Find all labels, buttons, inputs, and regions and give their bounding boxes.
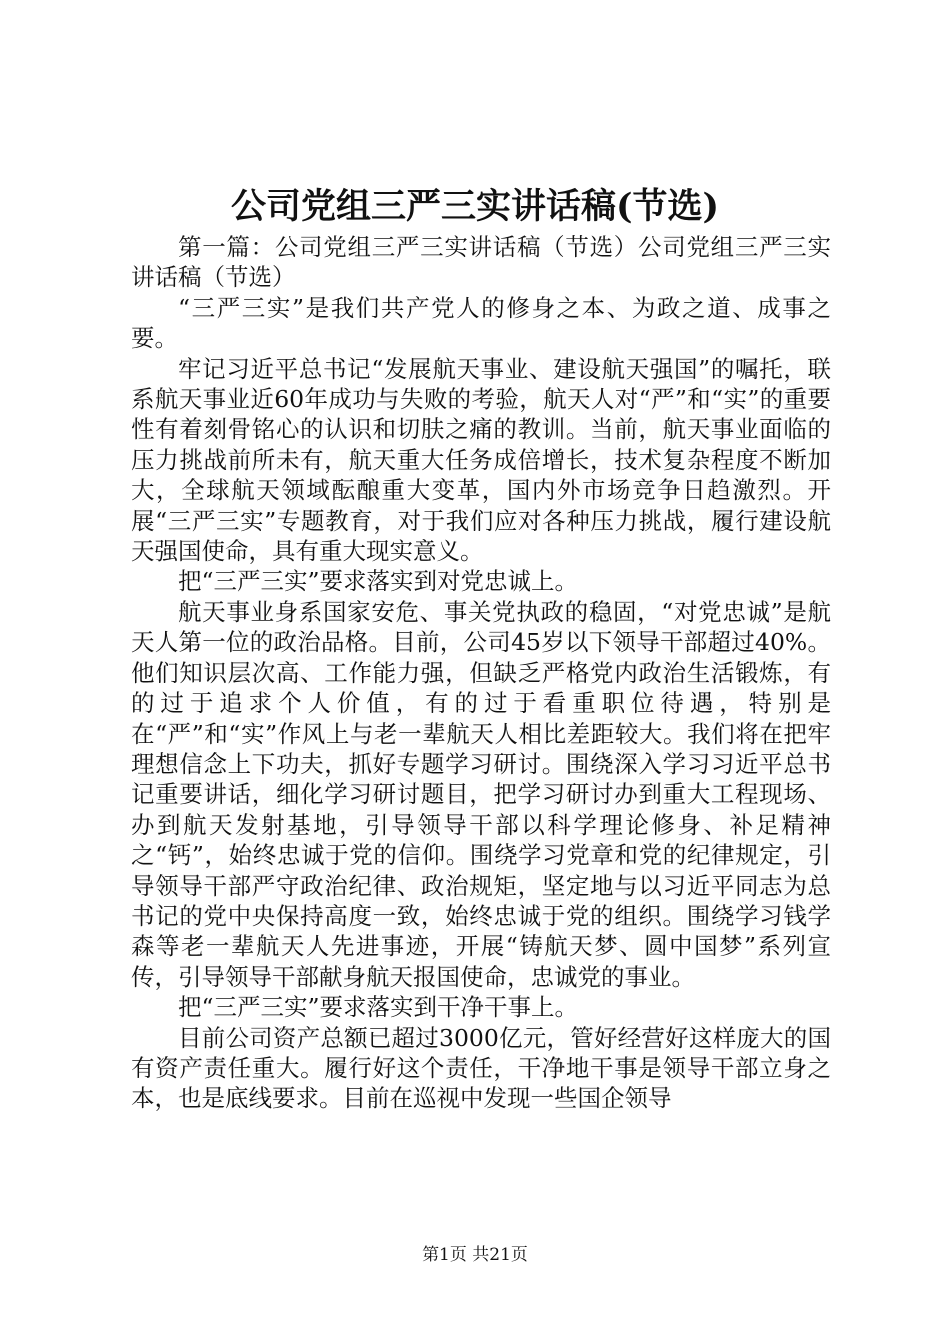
- paragraph: 航天事业身系国家安危、事关党执政的稳固，“对党忠诚”是航天人第一位的政治品格。目前，公司45岁以下领导干部超过40%。他们知识层次高、工作能力强，但缺乏严格党内政治生活锻炼，有的过于追求个人价值，有的过于看重职位待遇，特别是在“严”和“实”作风上与老一辈航天人相比差距较大。我们将在把牢理想信念上下功夫，抓好专题学习研讨。围绕深入学习习近平总书记重要讲话，细化学习研讨题目，把学习研讨办到重大工程现场、办到航天发射基地，引导领导干部以科学理论修身、补足精神之“钙”，始终忠诚于党的信仰。围绕学习党章和党的纪律规定，引导领导干部严守政治纪律、政治规矩，坚定地与以习近平同志为总书记的党中央保持高度一致，始终忠诚于党的组织。围绕学习钱学森等老一辈航天人先进事迹，开展“铸航天梦、圆中国梦”系列宣传，引导领导干部献身航天报国使命，忠诚党的事业。: [131, 597, 831, 991]
- page-footer: 第1页 共21页: [422, 1245, 528, 1265]
- section-heading: 把“三严三实”要求落实到对党忠诚上。: [178, 567, 579, 596]
- section-heading: 把“三严三实”要求落实到干净干事上。: [178, 993, 579, 1022]
- document-title: 公司党组三严三实讲话稿(节选): [230, 186, 720, 227]
- paragraph: 目前公司资产总额已超过3000亿元，管好经营好这样庞大的国有资产责任重大。履行好这个责任，干净地干事是领导干部立身之本，也是底线要求。目前在巡视中发现一些国企领导: [131, 1023, 831, 1113]
- paragraph: 第一篇：公司党组三严三实讲话稿（节选）公司党组三严三实讲话稿（节选）: [131, 233, 831, 292]
- paragraph: “三严三实”是我们共产党人的修身之本、为政之道、成事之要。: [131, 293, 831, 353]
- paragraph: 牢记习近平总书记“发展航天事业、建设航天强国”的嘱托，联系航天事业近60年成功与失败的考验，航天人对“严”和“实”的重要性有着刻骨铭心的认识和切肤之痛的教训。当前，航天事业面临的压力挑战前所未有，航天重大任务成倍增长，技术复杂程度不断加大，全球航天领域酝酿重大变革，国内外市场竞争日趋激烈。开展“三严三实”专题教育，对于我们应对各种压力挑战，履行建设航天强国使命，具有重大现实意义。: [131, 354, 831, 566]
- document-body: [131, 232, 831, 1114]
